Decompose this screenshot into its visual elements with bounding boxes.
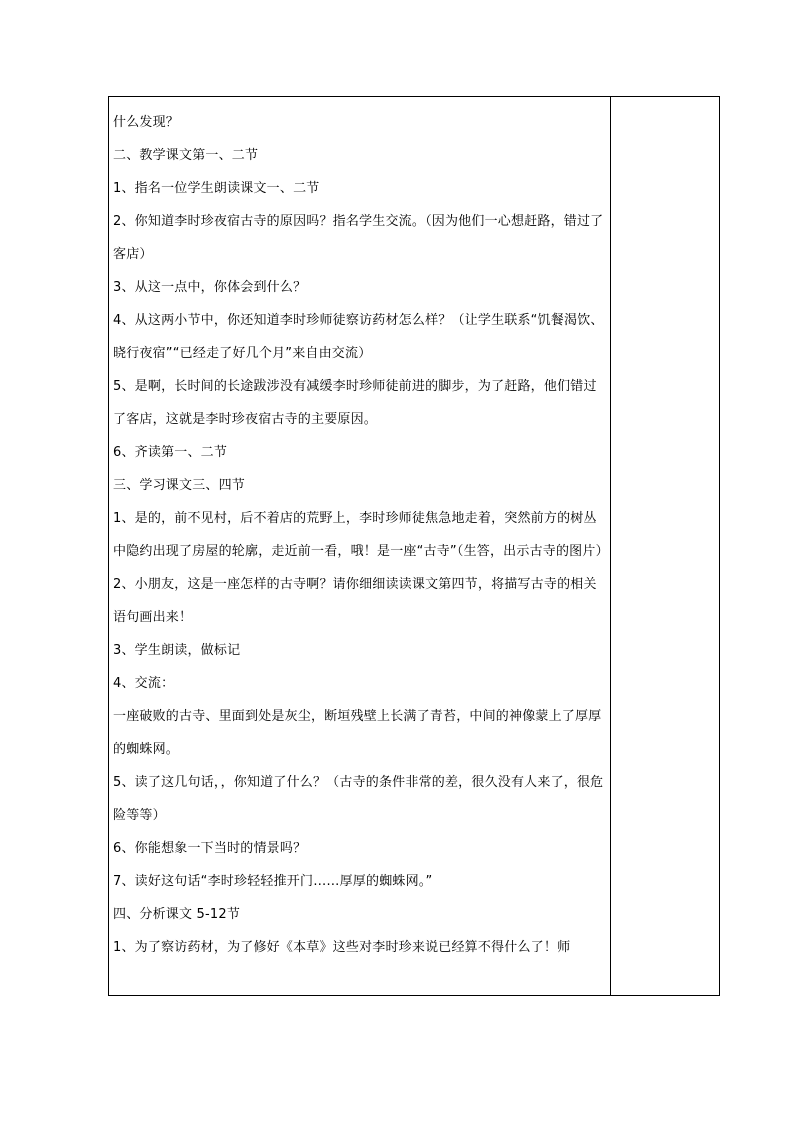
paragraph: 5、读了这几句话，，你知道了什么？（古寺的条件非常的差，很久没有人来了，很危险等等） [113, 775, 604, 823]
paragraph: 3、从这一点中，你体会到什么？ [113, 280, 307, 295]
paragraph: 3、学生朗读，做标记 [113, 643, 241, 658]
paragraph: 4、交流： [113, 676, 175, 691]
paragraph: 2、你知道李时珍夜宿古寺的原因吗？指名学生交流。（因为他们一心想赶路，错过了客店） [113, 214, 604, 262]
lesson-content-cell [109, 97, 611, 995]
lesson-table [108, 96, 720, 996]
section-heading: 三、学习课文三、四节 [113, 478, 246, 493]
paragraph: 5、是啊，长时间的长途跋涉没有减缓李时珍师徒前进的脚步，为了赶路，他们错过了客店，这就是李时珍夜宿古寺的主要原因。 [113, 379, 597, 427]
paragraph: 4、从这两小节中，你还知道李时珍师徒察访药材怎么样？（让学生联系“饥餐渴饮、晓行夜宿”“已经走了好几个月”来自由交流） [113, 313, 604, 361]
paragraph: 1、指名一位学生朗读课文一、二节 [113, 181, 320, 196]
paragraph: 2、小朋友，这是一座怎样的古寺啊？请你细细读读课文第四节，将描写古寺的相关语句画出来！ [113, 577, 597, 625]
paragraph: 1、为了察访药材，为了修好《本草》这些对李时珍来说已经算不得什么了！师 [113, 940, 571, 955]
section-heading: 四、分析课文 5-12节 [113, 907, 241, 922]
paragraph: 6、你能想象一下当时的情景吗？ [113, 841, 307, 856]
paragraph: 一座破败的古寺、里面到处是灰尘，断垣残壁上长满了青苔，中间的神像蒙上了厚厚的蜘蛛网。 [113, 709, 602, 757]
section-heading: 二、教学课文第一、二节 [113, 148, 259, 163]
notes-cell [611, 97, 719, 995]
paragraph: 什么发现？ [113, 115, 180, 130]
paragraph: 7、读好这句话“李时珍轻轻推开门……厚厚的蜘蛛网。” [113, 874, 433, 889]
paragraph: 6、齐读第一、二节 [113, 445, 228, 460]
paragraph: 1、是的，前不见村，后不着店的荒野上，李时珍师徒焦急地走着，突然前方的树丛中隐约出现了房屋的轮廓，走近前一看，哦！是一座“古寺”（生答，出示古寺的图片） [113, 511, 609, 559]
